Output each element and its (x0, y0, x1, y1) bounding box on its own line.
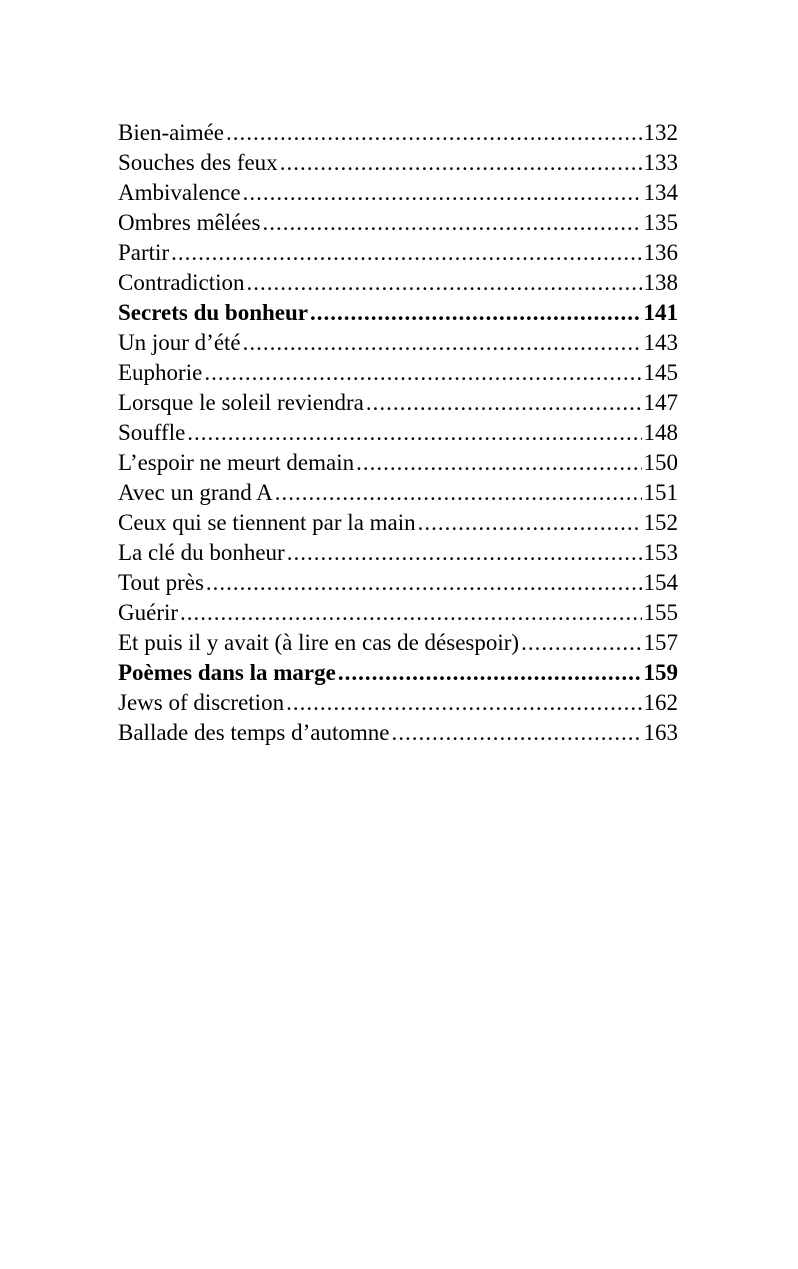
toc-entry-page: 136 (643, 240, 678, 265)
toc-section-entry (118, 298, 678, 328)
toc-section-title: Poèmes dans la marge (118, 660, 336, 685)
toc-leader-dots (204, 358, 641, 388)
toc-section-title: Secrets du bonheur (118, 300, 308, 325)
toc-entry (118, 238, 678, 268)
toc-entry-title: L’espoir ne meurt demain (118, 450, 355, 475)
toc-entry (118, 628, 678, 658)
toc-leader-dots (287, 538, 642, 568)
toc-entry (118, 538, 678, 568)
toc-leader-dots (187, 418, 641, 448)
toc-leader-dots (356, 448, 641, 478)
toc-entry-title: Souffle (118, 420, 186, 445)
toc-entry (118, 118, 678, 148)
toc-leader-dots (206, 568, 642, 598)
toc-leader-dots (366, 388, 642, 418)
toc-entry-page: 132 (643, 120, 678, 145)
toc-leader-dots (180, 598, 641, 628)
toc-entry (118, 328, 678, 358)
toc-entry (118, 208, 678, 238)
toc-entry-page: 148 (643, 420, 678, 445)
toc-entry-page: 145 (643, 360, 678, 385)
toc-entry-page: 153 (643, 540, 678, 565)
toc-leader-dots (391, 718, 641, 748)
toc-entry-title: Ballade des temps d’automne (118, 720, 390, 745)
toc-leader-dots (310, 298, 642, 328)
toc-leader-dots (418, 508, 642, 538)
toc-leader-dots (243, 178, 642, 208)
toc-entry (118, 418, 678, 448)
toc-leader-dots (275, 478, 642, 508)
toc-entry-page: 143 (643, 330, 678, 355)
toc-entry-page: 154 (643, 570, 678, 595)
toc-entry-title: Et puis il y avait (à lire en cas de désespoir) (118, 630, 520, 655)
toc-entry-page: 163 (643, 720, 678, 745)
toc-entry (118, 388, 678, 418)
toc-entry-title: Un jour d’été (118, 330, 241, 355)
toc-section-page: 159 (643, 660, 678, 685)
toc-entry-page: 138 (643, 270, 678, 295)
toc-entry-title: Souches des feux (118, 150, 278, 175)
toc-section-page: 141 (643, 300, 678, 325)
toc-leader-dots (521, 628, 641, 658)
toc-entry (118, 508, 678, 538)
toc-entry-title: Ceux qui se tiennent par la main (118, 510, 416, 535)
toc-entry-page: 151 (643, 480, 678, 505)
toc-entry-title: Jews of discretion (118, 690, 285, 715)
toc-leader-dots (286, 688, 641, 718)
toc-entry (118, 148, 678, 178)
toc-entry-page: 150 (643, 450, 678, 475)
toc-entry-title: Euphorie (118, 360, 203, 385)
toc-entry-page: 157 (643, 630, 678, 655)
toc-entry (118, 358, 678, 388)
toc-entry (118, 478, 678, 508)
toc-entry-title: Bien-aimée (118, 120, 225, 145)
toc-entry-title: Contradiction (118, 270, 245, 295)
toc-leader-dots (171, 238, 641, 268)
toc-entry-page: 162 (643, 690, 678, 715)
toc-entry-title: Tout près (118, 570, 204, 595)
toc-entry (118, 718, 678, 748)
toc-entry-page: 135 (643, 210, 678, 235)
toc-entry (118, 178, 678, 208)
toc-entry (118, 268, 678, 298)
toc-leader-dots (246, 268, 641, 298)
toc-entry (118, 568, 678, 598)
toc-entry-page: 133 (643, 150, 678, 175)
toc-entry-title: La clé du bonheur (118, 540, 285, 565)
toc-entry-title: Guérir (118, 600, 179, 625)
toc-entry-page: 147 (643, 390, 678, 415)
toc-entry (118, 448, 678, 478)
toc-leader-dots (262, 208, 641, 238)
toc-entry-page: 155 (643, 600, 678, 625)
toc-entry-title: Ombres mêlées (118, 210, 261, 235)
toc-leader-dots (338, 658, 642, 688)
toc-leader-dots (280, 148, 642, 178)
table-of-contents (118, 118, 678, 748)
toc-leader-dots (226, 118, 641, 148)
toc-entry (118, 688, 678, 718)
toc-entry-page: 134 (643, 180, 678, 205)
toc-entry-title: Partir (118, 240, 170, 265)
toc-section-entry (118, 658, 678, 688)
toc-leader-dots (243, 328, 642, 358)
toc-entry (118, 598, 678, 628)
toc-entry-title: Avec un grand A (118, 480, 273, 505)
toc-entry-title: Lorsque le soleil reviendra (118, 390, 364, 415)
toc-entry-page: 152 (643, 510, 678, 535)
toc-entry-title: Ambivalence (118, 180, 241, 205)
